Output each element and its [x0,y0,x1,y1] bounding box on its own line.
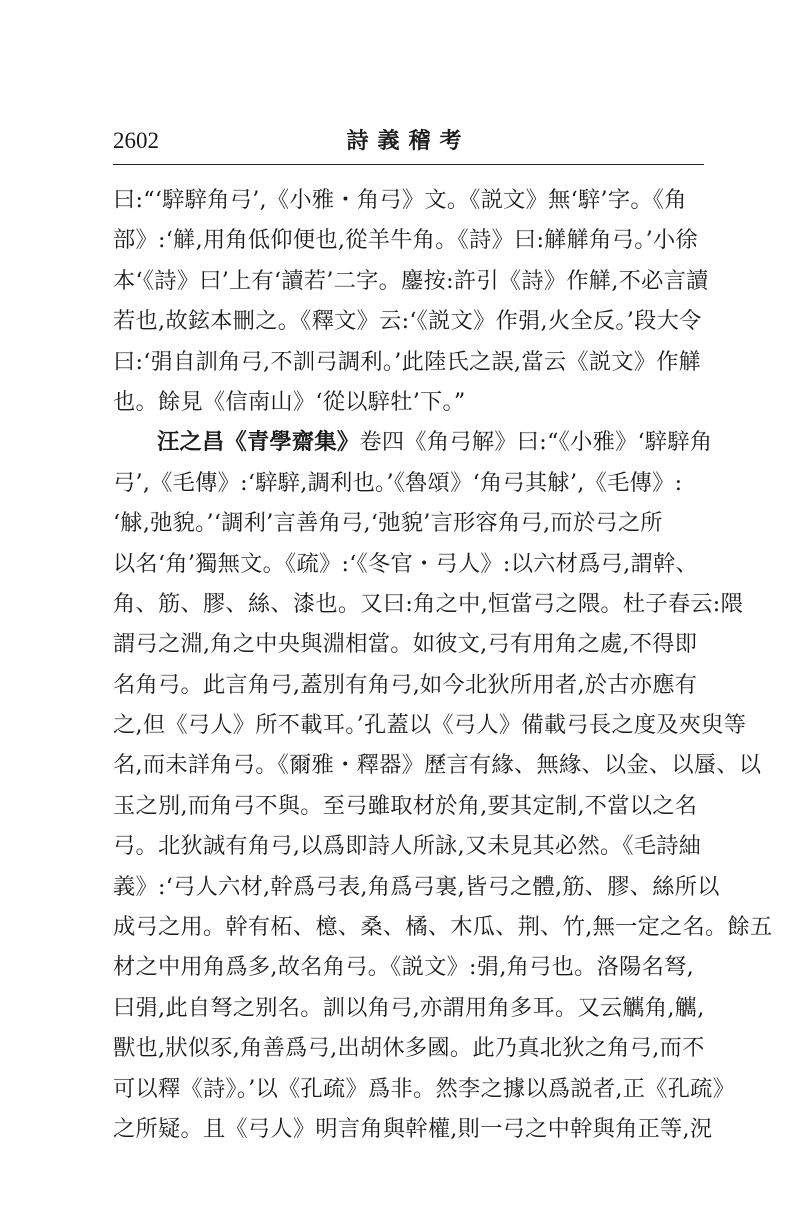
text-line: 成弓之用。幹有柘、檍、桑、橘、木瓜、荆、竹,無一定之名。餘五 [113,914,773,941]
text-line: 謂弓之淵,角之中央與淵相當。如彼文,弓有用角之處,不得即 [113,631,698,658]
text-line: 曰弲,此自弩之别名。訓以角弓,亦謂用角多耳。又云觽角,觽, [113,994,705,1021]
text-line: 之,但《弓人》所不載耳。’孔蓋以《弓人》備載弓長之度及夾臾等 [113,712,747,739]
text-line: 若也,故鉉本刪之。《釋文》云:‘《説文》作弲,火全反。’段大令 [113,308,702,335]
header-rule [113,164,704,165]
text-line: 獸也,狀似豕,角善爲弓,出胡休多國。此乃真北狄之角弓,而不 [113,1035,705,1062]
text-line: 之所疑。且《弓人》明言角與幹權,則一弓之中幹與角正等,況 [113,1115,713,1142]
text-line: 曰:“‘騂騂角弓’,《小雅・角弓》文。《説文》無‘騂’字。《角 [113,187,687,213]
text-line: 角、筋、膠、絲、漆也。又曰:角之中,恒當弓之隈。杜子春云:隈 [113,590,744,617]
author-work-title: 汪之昌《青學齋集》 [157,429,360,456]
text-line: 材之中用角爲多,故名角弓。《説文》:弲,角弓也。洛陽名弩, [113,954,694,981]
text-line: 弓。北狄誠有角弓,以爲即詩人所詠,又未見其必然。《毛詩紬 [113,833,702,860]
text-line: 也。餘見《信南山》‘從以騂牡’下。” [113,388,466,415]
text-line: 義》:‘弓人六材,幹爲弓表,角爲弓裏,皆弓之體,筋、膠、絲所以 [113,873,720,900]
text-line: 名角弓。此言角弓,蓋別有角弓,如今北狄所用者,於古亦應有 [113,671,698,698]
text-line: 以名‘角’獨無文。《疏》:‘《冬官・弓人》:以六材爲弓,謂幹、 [113,550,698,577]
text-line: ‘觩,弛貌。’‘調利’言善角弓,‘弛貌’言形容角弓,而於弓之所 [113,510,663,537]
page-header [113,118,704,164]
text-line: 曰:‘弲自訓角弓,不訓弓調利。’此陸氏之誤,當云《説文》作觲 [113,348,702,375]
paragraph-2 [113,422,773,1149]
running-title: 詩義稽考 [346,128,471,154]
text-line: 本‘《詩》曰’上有‘讀若’二字。鏖按:許引《詩》作觲,不必言讀 [113,267,709,294]
page-number: 2602 [113,128,159,153]
text-line-first [113,422,713,462]
text-line: 部》:‘觲,用角低仰便也,從羊牛角。《詩》曰:觲觲角弓。’小徐 [113,227,698,254]
body-text [113,180,773,1149]
text-line-rest: 卷四《角弓解》曰:“《小雅》‘騂騂角 [359,429,713,456]
text-line: 可以釋《詩》。’以《孔疏》爲非。然李之據以爲説者,正《孔疏》 [113,1075,736,1102]
text-line: 弓’,《毛傳》:‘騂騂,調利也。’《魯頌》‘角弓其觩’,《毛傳》: [113,469,683,496]
paragraph-1 [113,180,709,422]
text-line: 名,而未詳角弓。《爾雅・釋器》歷言有緣、無緣、以金、以蜃、以 [113,752,762,779]
text-line: 玉之別,而角弓不與。至弓雖取材於角,要其定制,不當以之名 [113,792,698,819]
